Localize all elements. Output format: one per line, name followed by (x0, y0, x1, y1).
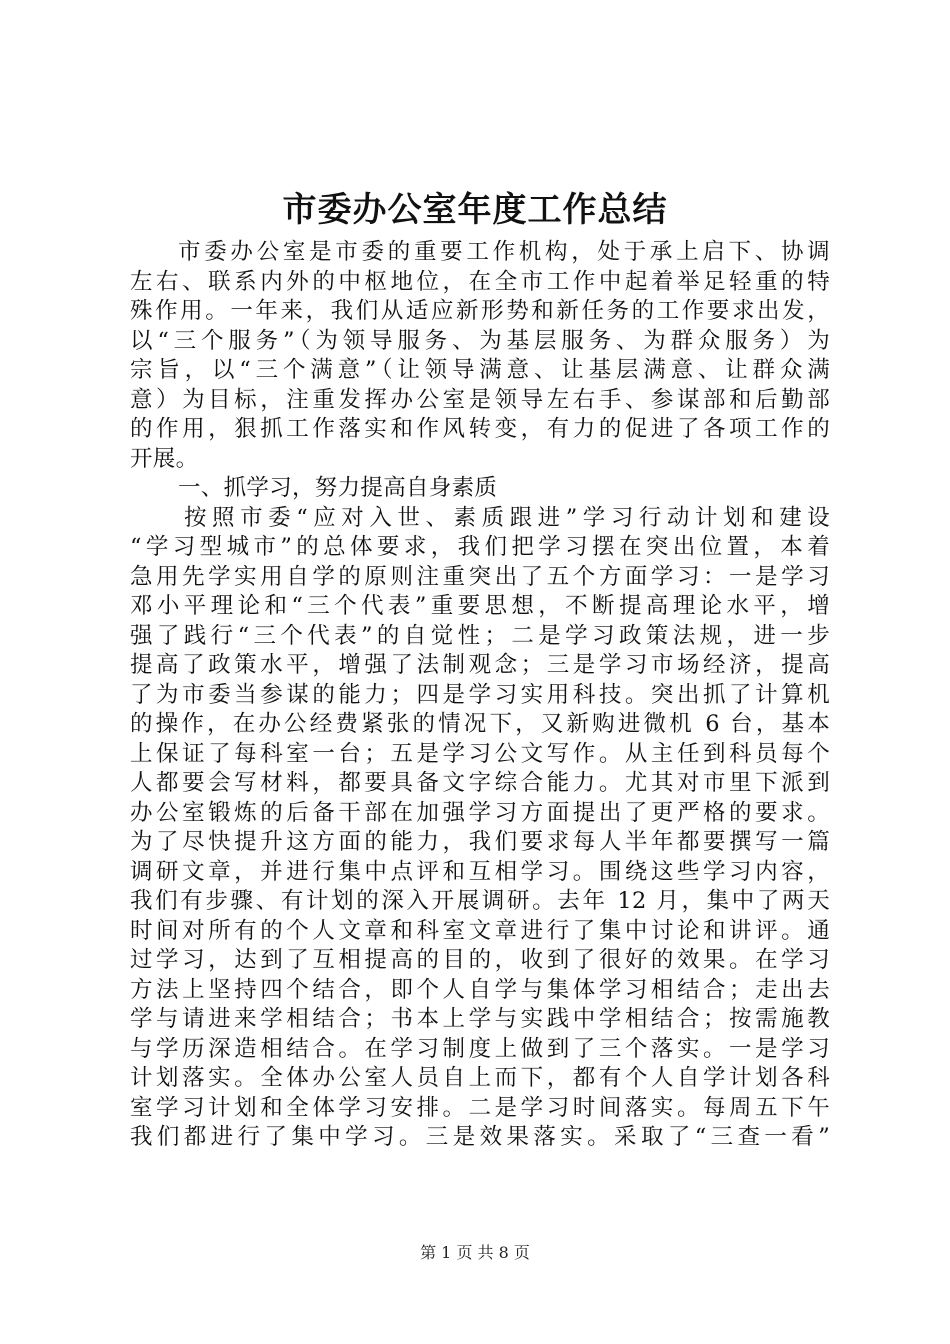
body-line: 室学习计划和全体学习安排。二是学习时间落实。每周五下午 (130, 1094, 830, 1121)
section-heading: 一、抓学习，努力提高自身素质 (178, 475, 498, 501)
body-line: 计划落实。全体办公室人员自上而下，都有个人自学计划各科 (130, 1065, 830, 1091)
body-line: 人都要会写材料，都要具备文字综合能力。尤其对市里下派到 (130, 770, 830, 796)
body-line: 邓小平理论和“三个代表”重要思想，不断提高理论水平，增 (130, 593, 830, 619)
body-line: “学习型城市”的总体要求，我们把学习摆在突出位置，本着 (130, 534, 830, 560)
body-line: 宗旨，以“三个满意”（让领导满意、让基层满意、让群众满 (130, 357, 830, 383)
body-line: 方法上坚持四个结合，即个人自学与集体学习相结合；走出去 (130, 976, 830, 1003)
body-line: 调研文章，并进行集中点评和互相学习。围绕这些学习内容， (130, 858, 830, 885)
document-title: 市委办公室年度工作总结 (282, 190, 668, 230)
body-line: 市委办公室是市委的重要工作机构，处于承上启下、协调 (178, 239, 830, 265)
body-line: 左右、联系内外的中枢地位，在全市工作中起着举足轻重的特 (130, 268, 830, 295)
body-line: 殊作用。一年来，我们从适应新形势和新任务的工作要求出发， (130, 298, 830, 324)
body-line: 以“三个服务”（为领导服务、为基层服务、为群众服务）为 (130, 327, 830, 354)
body-line: 按照市委“应对入世、素质跟进”学习行动计划和建设 (184, 504, 830, 531)
body-line: 急用先学实用自学的原则注重突出了五个方面学习：一是学习 (130, 563, 830, 590)
body-line: 的操作，在办公经费紧张的情况下，又新购进微机 6 台，基本 (130, 711, 830, 737)
body-line: 了为市委当参谋的能力；四是学习实用科技。突出抓了计算机 (130, 681, 830, 708)
body-line: 我们有步骤、有计划的深入开展调研。去年 12 月，集中了两天 (130, 888, 830, 914)
body-line: 过学习，达到了互相提高的目的，收到了很好的效果。在学习 (130, 947, 830, 973)
document-body (130, 238, 830, 1153)
body-line: 强了践行“三个代表”的自觉性；二是学习政策法规，进一步 (130, 622, 830, 649)
body-line: 办公室锻炼的后备干部在加强学习方面提出了更严格的要求。 (130, 799, 830, 826)
body-line: 上保证了每科室一台；五是学习公文写作。从主任到科员每个 (130, 740, 830, 767)
body-line: 学与请进来学相结合；书本上学与实践中学相结合；按需施教 (130, 1006, 830, 1032)
page-number: 第 1 页 共 8 页 (420, 1243, 530, 1262)
body-line: 意）为目标，注重发挥办公室是领导左右手、参谋部和后勤部 (130, 386, 830, 413)
body-line: 为了尽快提升这方面的能力，我们要求每人半年都要撰写一篇 (130, 829, 830, 855)
body-line: 我们都进行了集中学习。三是效果落实。采取了“三查一看” (130, 1124, 830, 1150)
body-line: 的作用，狠抓工作落实和作风转变，有力的促进了各项工作的 (130, 416, 830, 442)
body-line: 与学历深造相结合。在学习制度上做到了三个落实。一是学习 (130, 1035, 830, 1062)
body-line: 时间对所有的个人文章和科室文章进行了集中讨论和讲评。通 (130, 917, 830, 944)
body-line: 开展。 (130, 445, 199, 472)
body-line: 提高了政策水平，增强了法制观念；三是学习市场经济，提高 (130, 652, 830, 678)
